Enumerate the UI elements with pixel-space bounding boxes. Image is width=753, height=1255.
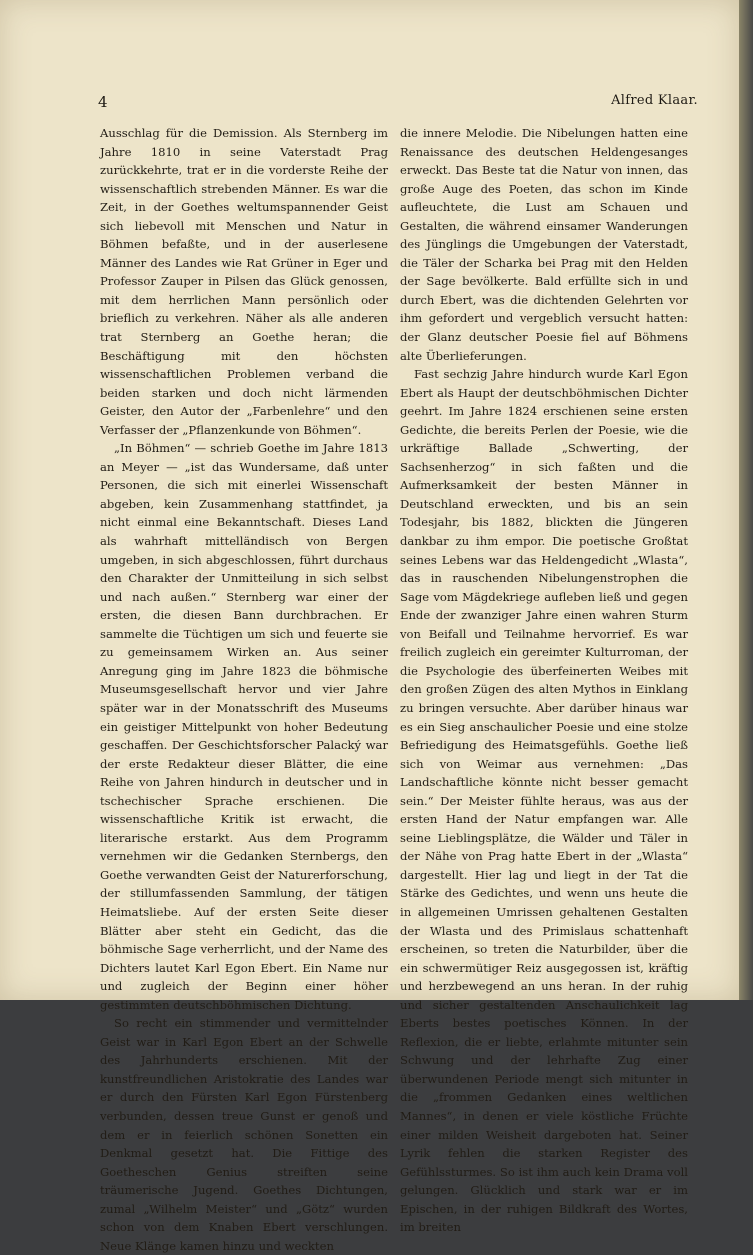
page-edge: [739, 0, 753, 1000]
left-paragraph-2: „In Böhmen“ — schrieb Goethe im Jahre 1813 an Meyer — „ist das Wundersame, daß unter Personen, die sich mit einerlei Wissenschaft abgeben, kein Zusammenhang stattfindet, ja nicht einmal eine Bekanntschaft. Dieses Land als wahrhaft mittelländisch von Bergen umgeben, in sich abgeschlossen, führt durchaus den Charakter der Unmitteilung in sich selbst und nach außen.“ Sternberg war einer der ersten, die diesen Bann durchbrachen. Er sammelte die Tüchtigen um sich und feuerte sie zu gemeinsamem Wirken an. Aus seiner Anregung ging im Jahre 1823 die böhmische Museumsgesellschaft hervor und vier Jahre später war in der Monatsschrift des Museums ein geistiger Mittelpunkt von hoher Bedeutung geschaffen. Der Geschichtsforscher Palacký war der erste Redakteur dieser Blätter, die eine Reihe von Jahren hindurch in deutscher und in tschechischer Sprache erschienen. Die wissenschaftliche Kritik ist erwacht, die literarische erstarkt. Aus dem Programm vernehmen wir die Gedanken Sternbergs, den Goethe verwandten Geist der Naturerforschung, der stillumfassenden Sammlung, der tätigen Heimatsliebe. Auf der ersten Seite dieser Blätter aber steht ein Gedicht, das die böhmische Sage verherrlicht, und der Name des Dichters lautet Karl Egon Ebert. Ein Name nur und zugleich der Beginn einer höher gestimmten deutschböhmischen Dichtung.: [100, 441, 388, 1012]
right-paragraph-2: Fast sechzig Jahre hindurch wurde Karl Egon Ebert als Haupt der deutschböhmischen Dichter geehrt. Im Jahre 1824 erschienen seine ersten Gedichte, die bereits Perlen der Poesie, wie die urkräftige Ballade „Schwerting, der Sachsenherzog“ in sich faßten und die Aufmerksamkeit der besten Männer in Deutschland erweckten, und bis an sein Todesjahr, bis 1882, blickten die Jüngeren dankbar zu ihm empor. Die poetische Großtat seines Lebens war das Heldengedicht „Wlasta“, das in rauschenden Nibelungenstrophen die Sage vom Mägdekriege aufleben ließ und gegen Ende der zwanziger Jahre einen wahren Sturm von Beifall und Teilnahme hervorrief. Es war freilich zugleich ein gereimter Kulturroman, der die Psychologie des überfeinerten Weibes mit den großen Zügen des alten Mythos in Einklang zu bringen versuchte. Aber darüber hinaus war es ein Sieg anschaulicher Poesie und eine stolze Befriedigung des Heimatsgefühls. Goethe ließ sich von Weimar aus vernehmen: „Das Landschaftliche könnte nicht besser gemacht sein.“ Der Meister fühlte heraus, was aus der ersten Hand der Natur empfangen war. Alle seine Lieblingsplätze, die Wälder und Täler in der Nähe von Prag hatte Ebert in der „Wlasta“ dargestellt. Hier lag und liegt in der Tat die Stärke des Gedichtes, und wenn uns heute die in allgemeinen Umrissen gehaltenen Gestalten der Wlasta und des Primislaus schattenhaft erscheinen, so treten die Naturbilder, über die ein schwermütiger Reiz ausgegossen ist, kräftig und herzbewegend an uns heran. In der ruhig und sicher gestaltenden Anschaulichkeit lag Eberts bestes poetisches Können. In der Reflexion, die er liebte, erlahmte mitunter sein Schwung und der lehrhafte Zug einer überwundenen Periode mengt sich mitunter in die „frommen Gedanken eines weltlichen Mannes“, in denen er viele köstliche Früchte einer milden Weisheit dargeboten hat. Seiner Lyrik fehlen die starken Register des Gefühlssturmes. So ist ihm auch kein Drama voll gelungen. Glücklich und stark war er im Epischen, in der ruhigen Bildkraft des Wortes, im breiten: [400, 367, 688, 1235]
left-column: [100, 124, 388, 1255]
running-head: [98, 93, 698, 113]
left-paragraph-1: Ausschlag für die Demission. Als Sternberg im Jahre 1810 in seine Vaterstadt Prag zurückkehrte, trat er in die vorderste Reihe der wissenschaftlich strebenden Männer. Es war die Zeit, in der Goethes weltumspannender Geist sich liebevoll mit Menschen und Natur in Böhmen befaßte, und in der auserlesene Männer des Landes wie Rat Grüner in Eger und Professor Zauper in Pilsen das Glück genossen, mit dem herrlichen Mann persönlich oder brieflich zu verkehren. Näher als alle anderen trat Sternberg an Goethe heran; die Beschäftigung mit den höchsten wissenschaftlichen Problemen verband die beiden starken und doch nicht lärmenden Geister, den Autor der „Farbenlehre“ und den Verfasser der „Pflanzenkunde von Böhmen“.: [100, 126, 388, 437]
page-number: 4: [98, 93, 108, 111]
running-head-author: Alfred Klaar.: [611, 93, 698, 108]
right-column: [400, 124, 688, 1237]
right-paragraph-1: die innere Melodie. Die Nibelungen hatten eine Renaissance des deutschen Heldengesanges erweckt. Das Beste tat die Natur von innen, das große Auge des Poeten, das schon im Kinde aufleuchtete, die Lust am Schauen und Gestalten, die während einsamer Wanderungen des Jünglings die Umgebungen der Vaterstadt, die Täler der Scharka bei Prag mit den Helden der Sage bevölkerte. Bald erfüllte sich in und durch Ebert, was die dichtenden Gelehrten vor ihm gefordert und vergeblich versucht hatten: der Glanz deutscher Poesie fiel auf Böhmens alte Überlieferungen.: [400, 126, 688, 363]
left-paragraph-3: So recht ein stimmender und vermittelnder Geist war in Karl Egon Ebert an der Schwelle des Jahrhunderts erschienen. Mit der kunstfreundlichen Aristokratie des Landes war er durch den Fürsten Karl Egon Fürstenberg verbunden, dessen treue Gunst er genoß und dem er in feierlich schönen Sonetten ein Denkmal gesetzt hat. Die Fittige des Goetheschen Genius streiften seine träumerische Jugend. Goethes Dichtungen, zumal „Wilhelm Meister“ und „Götz“ wurden schon von dem Knaben Ebert verschlungen. Neue Klänge kamen hinzu und weckten: [100, 1016, 388, 1253]
